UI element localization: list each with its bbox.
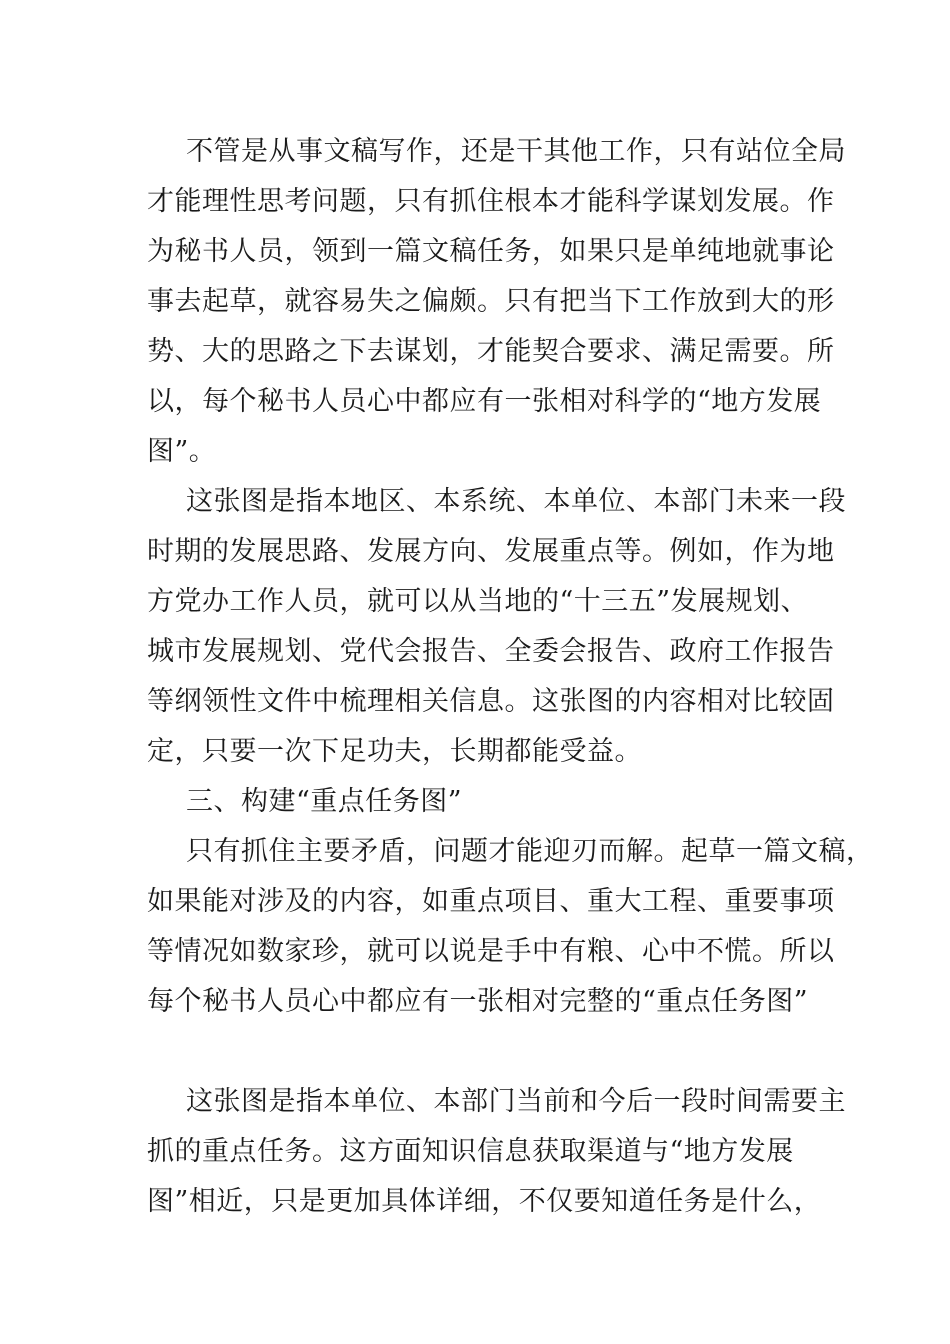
paragraph-3-line-4: 每个秘书人员心中都应有一张相对完整的“重点任务图” — [147, 986, 809, 1017]
paragraph-2-line-1: 这张图是指本地区、本系统、本单位、本部门未来一段 — [186, 486, 846, 517]
paragraph-3-line-2: 如果能对涉及的内容，如重点项目、重大工程、重要事项 — [147, 886, 835, 917]
paragraph-2-line-5: 等纲领性文件中梳理相关信息。这张图的内容相对比较固 — [147, 686, 835, 717]
paragraph-4-line-1: 这张图是指本单位、本部门当前和今后一段时间需要主 — [186, 1086, 846, 1117]
paragraph-4-line-3: 图”相近，只是更加具体详细，不仅要知道任务是什么， — [147, 1186, 822, 1217]
section-heading: 三、构建“重点任务图” — [186, 786, 463, 817]
paragraph-4-line-2: 抓的重点任务。这方面知识信息获取渠道与“地方发展 — [147, 1136, 794, 1167]
paragraph-2-line-3: 方党办工作人员，就可以从当地的“十三五”发展规划、 — [147, 586, 809, 617]
paragraph-1-line-2: 才能理性思考问题，只有抓住根本才能科学谋划发展。作 — [147, 186, 835, 217]
paragraph-1-line-6: 以，每个秘书人员心中都应有一张相对科学的“地方发展 — [147, 386, 822, 417]
paragraph-1-line-7: 图”。 — [147, 436, 217, 467]
paragraph-1-line-4: 事去起草，就容易失之偏颇。只有把当下工作放到大的形 — [147, 286, 835, 317]
paragraph-1-line-5: 势、大的思路之下去谋划，才能契合要求、满足需要。所 — [147, 336, 835, 367]
paragraph-2-line-4: 城市发展规划、党代会报告、全委会报告、政府工作报告 — [147, 636, 835, 667]
paragraph-1-line-3: 为秘书人员，领到一篇文稿任务，如果只是单纯地就事论 — [147, 236, 835, 267]
paragraph-2-line-2: 时期的发展思路、发展方向、发展重点等。例如，作为地 — [147, 536, 835, 567]
paragraph-2-line-6: 定，只要一次下足功夫，长期都能受益。 — [147, 736, 642, 767]
paragraph-1-line-1: 不管是从事文稿写作，还是干其他工作，只有站位全局 — [186, 136, 846, 167]
paragraph-3-line-1: 只有抓住主要矛盾，问题才能迎刃而解。起草一篇文稿， — [186, 836, 874, 867]
paragraph-3-line-3: 等情况如数家珍，就可以说是手中有粮、心中不慌。所以 — [147, 936, 835, 967]
